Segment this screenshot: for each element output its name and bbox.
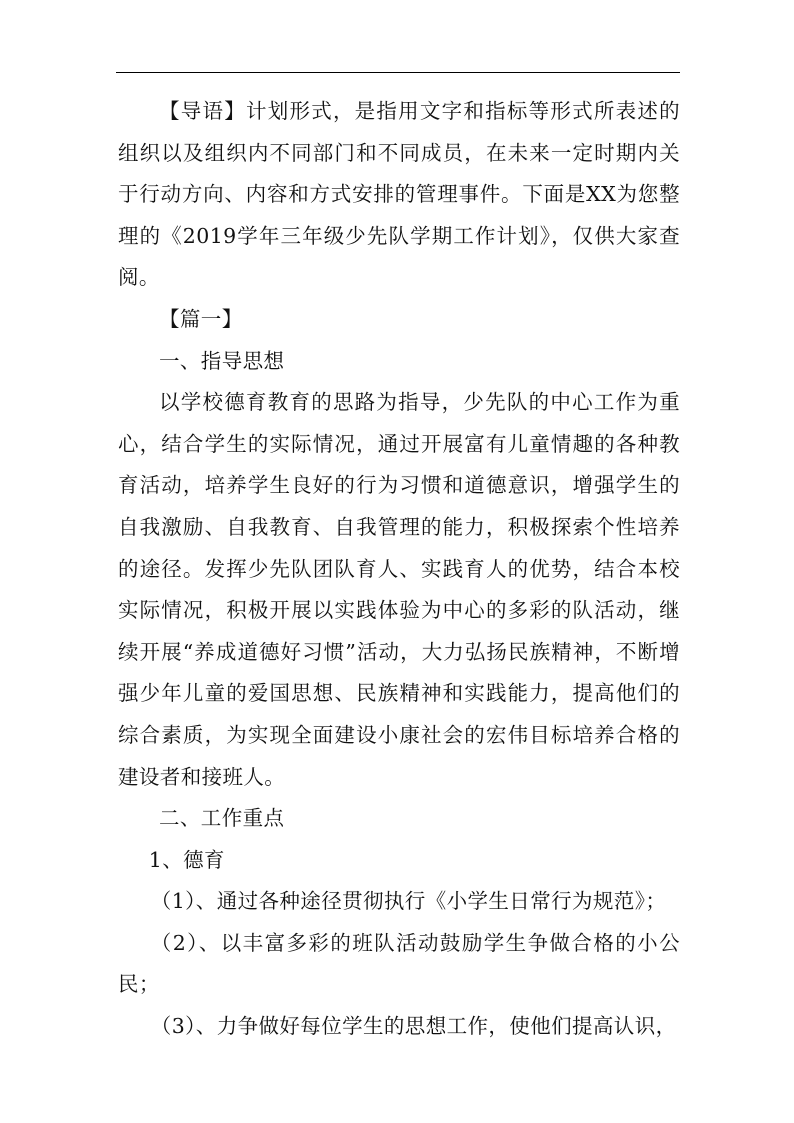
section-two-heading: 二、工作重点 — [159, 806, 285, 831]
moral-item-3: （3）、力争做好每位学生的思想工作，使他们提高认识， — [150, 1014, 677, 1039]
moral-item-1: （1）、通过各种途径贯彻执行《小学生日常行为规范》； — [150, 889, 667, 914]
intro-paragraph: 【导语】计划形式，是指用文字和指标等形式所表述的组织以及组织内不同部门和不同成员，在未来一定时期内关于行动方向、内容和方式安排的管理事件。下面是XX为您整理的《2019学年三年级少先队学期工作计划》，仅供大家查阅。 — [118, 99, 680, 290]
part-one-heading: 【篇一】 — [159, 306, 243, 331]
guiding-ideology-paragraph: 以学校德育教育的思路为指导，少先队的中心工作为重心，结合学生的实际情况，通过开展富有儿童情趣的各种教育活动，培养学生良好的行为习惯和道德意识，增强学生的自我激励、自我教育、自我管理的能力，积极探索个性培养的途径。发挥少先队团队育人、实践育人的优势，结合本校实际情况，积极开展以实践体验为中心的多彩的队活动，继续开展“养成道德好习惯”活动，大力弘扬民族精神，不断增强少年儿童的爱国思想、民族精神和实践能力，提高他们的综合素质，为实现全面建设小康社会的宏伟目标培养合格的建设者和接班人。 — [118, 390, 680, 789]
section-one-heading: 一、指导思想 — [159, 348, 285, 373]
moral-education-heading: 1、德育 — [148, 847, 225, 872]
moral-item-2: （2）、以丰富多彩的班队活动鼓励学生争做合格的小公民； — [118, 930, 680, 997]
document-body — [118, 91, 680, 1048]
header-rule — [116, 72, 680, 73]
